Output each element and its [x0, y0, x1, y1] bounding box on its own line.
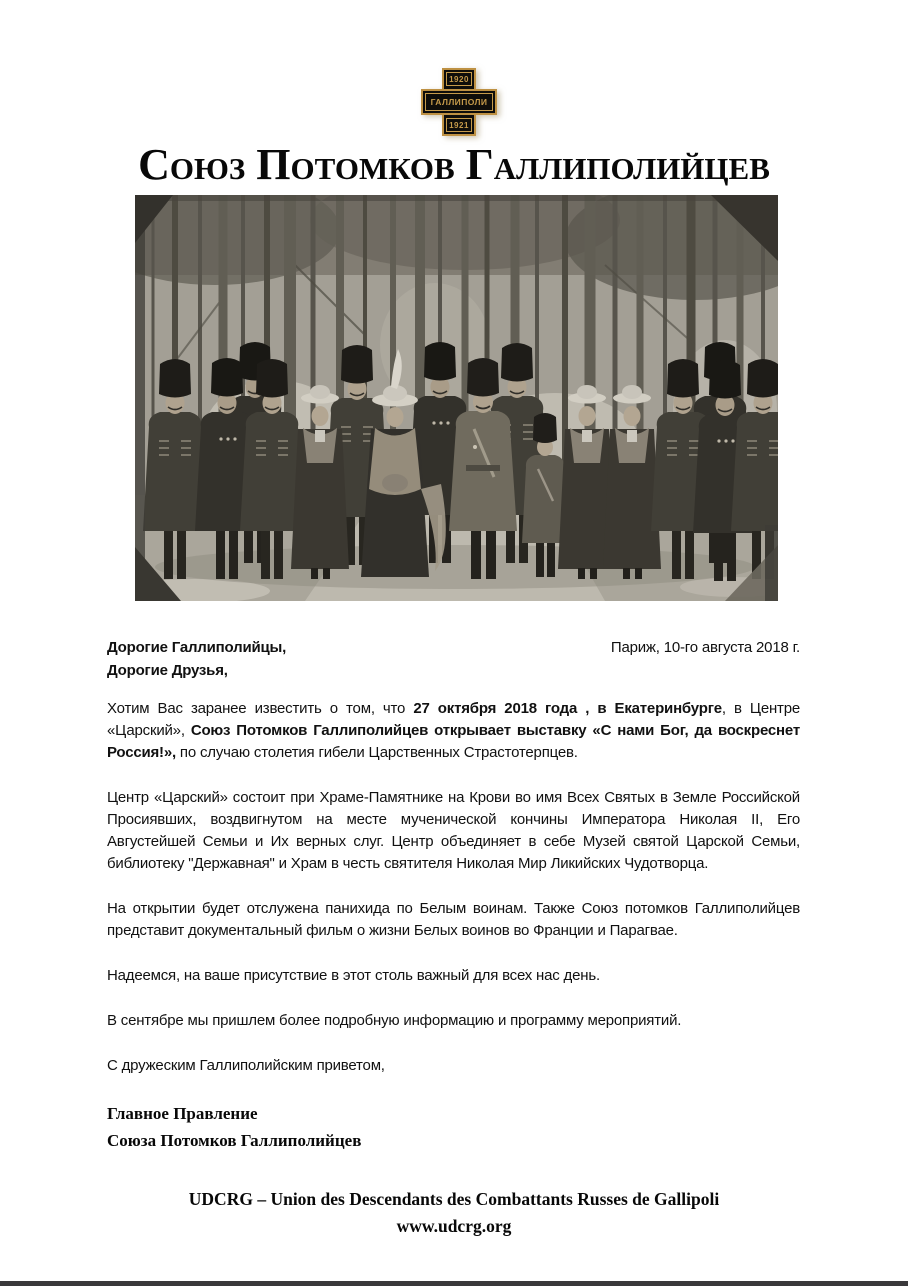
greeting-row [107, 636, 800, 659]
signature-line-2: Союза Потомков Галлиполийцев [107, 1131, 362, 1150]
logo-year-top: 1920 [446, 72, 472, 86]
logo-year-bottom: 1921 [446, 118, 472, 132]
text-segment: по случаю столетия гибели Царственных Страстотерпцев. [175, 744, 578, 761]
letter-paragraphs [107, 698, 800, 1077]
footer-website: www.udcrg.org [396, 1216, 512, 1236]
logo-name: ГАЛЛИПОЛИ [425, 93, 493, 111]
page-title: Союз Потомков Галлиполийцев [138, 140, 770, 189]
greeting-line-1: Дорогие Галлиполийцы, [107, 639, 287, 656]
text-segment: Надеемся, на ваше присутствие в этот столь важный для всех нас день. [107, 967, 600, 984]
signature-line-1: Главное Правление [107, 1104, 258, 1123]
text-segment: Центр «Царский» состоит при Храме-Памятнике на Крови во имя Всех Святых в Земле Российской Просиявших, воздвигнутом на месте мученической кончины Императора Николая II, Его Августейшей Семьи и Их верных слуг. Центр объединяет в себе Музей святой Царской Семьи, библиотеку "Державная" и Храм в честь святителя Николая Мир Ликийских Чудотворца. [107, 789, 800, 872]
letter-dateline: Париж, 10-го августа 2018 г. [610, 639, 800, 656]
letter-paragraph [107, 787, 800, 875]
gallipoli-cross-icon [421, 68, 497, 136]
text-segment: , в Центре «Царский», [107, 700, 801, 739]
page-footer [0, 1186, 908, 1240]
greeting-line-2: Дорогие Друзья, [107, 662, 228, 679]
historical-photo [135, 195, 778, 601]
text-segment: С дружеским Галлиполийским приветом, [107, 1057, 385, 1074]
text-segment: На открытии будет отслужена панихида по Белым воинам. Также Союз потомков Галлиполийцев представит документальный фильм о жизни Белых воинов во Франции и Парагвае. [107, 900, 800, 939]
footer-org-line: UDCRG – Union des Descendants des Combattants Russes de Gallipoli [188, 1189, 720, 1209]
historical-photo-graphic [135, 195, 778, 601]
text-segment: Союз Потомков Галлиполийцев открывает выставку «С нами Бог, да воскреснет Россия!», [107, 722, 800, 761]
text-segment: Хотим Вас заранее известить о том, что [107, 700, 414, 717]
logo-container [0, 68, 908, 136]
letter-paragraph [107, 898, 800, 942]
letter-paragraph [107, 698, 800, 764]
letter-paragraph [107, 1055, 800, 1077]
letter-paragraph [107, 965, 800, 987]
text-segment: В сентябре мы пришлем более подробную информацию и программу мероприятий. [107, 1012, 682, 1029]
signature-block [107, 1100, 800, 1154]
letter-body [107, 636, 800, 1154]
letter-paragraph [107, 1010, 800, 1032]
text-segment: 27 октября 2018 года , в Екатеринбурге [413, 700, 722, 717]
viewer-bottom-edge [0, 1281, 908, 1286]
